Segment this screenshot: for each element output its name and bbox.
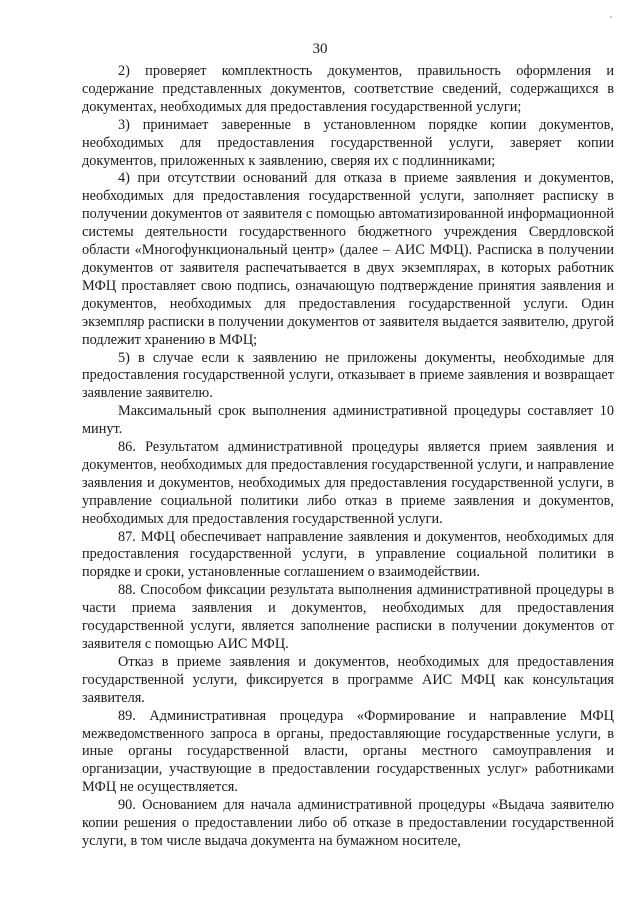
paragraph-87: 87. МФЦ обеспечивает направление заявления и документов, необходимых для предоставления государственной услуги, в управление социальной политики в порядке и сроки, установленные соглашением о взаимодействии. bbox=[82, 528, 614, 581]
paragraph-item-5: 5) в случае если к заявлению не приложены документы, необходимые для предоставления государственной услуги, отказывает в приеме заявления и возвращает заявление заявителю. bbox=[82, 349, 614, 402]
paragraph-86: 86. Результатом административной процедуры является прием заявления и документов, необходимых для предоставления государственной услуги, и направление заявления и документов, необходимых для предоставления государственной услуги, в управление социальной политики либо отказ в приеме заявления и документов, необходимых для предоставления государственной услуги. bbox=[82, 439, 614, 527]
paragraph-refusal: Отказ в приеме заявления и документов, необходимых для предоставления государственной услуги, фиксируется в программе АИС МФЦ как консультация заявителя. bbox=[82, 653, 614, 706]
paragraph-max-time: Максимальный срок выполнения административной процедуры составляет 10 минут. bbox=[82, 403, 614, 438]
document-body bbox=[82, 63, 614, 851]
paragraph-item-2: 2) проверяет комплектность документов, правильность оформления и содержание представленных документов, соответствие сведений, содержащихся в документах, необходимых для предоставления государственной услуги; bbox=[82, 63, 614, 115]
paragraph-item-3: 3) принимает заверенные в установленном порядке копии документов, необходимых для предоставления государственной услуги, заверяет копии документов, приложенных к заявлению, сверяя их с подлинниками; bbox=[82, 116, 614, 169]
page-number: 30 bbox=[312, 41, 328, 57]
paragraph-90: 90. Основанием для начала административной процедуры «Выдача заявителю копии решения о предоставлении либо об отказе в предоставлении государственной услуги, в том числе выдача документа на бумажном носителе, bbox=[82, 797, 614, 849]
paragraph-88: 88. Способом фиксации результата выполнения административной процедуры в части приема заявления и документов, необходимых для предоставления государственной услуги, является заполнение расписки в получении документов от заявителя с помощью АИС МФЦ. bbox=[82, 582, 614, 652]
scan-speck bbox=[610, 16, 612, 18]
paragraph-item-4: 4) при отсутствии оснований для отказа в приеме заявления и документов, необходимых для предоставления государственной услуги, заполняет расписку в получении документов от заявителя с помощью автоматизированной информационной системы деятельности государственного бюджетного учреждения Свердловской области «Многофункциональный центр» (далее – АИС МФЦ). Расписка в получении документов от заявителя распечатывается в двух экземплярах, в которых работник МФЦ проставляет свою подпись, означающую подтверждение принятия заявления и документов, необходимых для предоставления государственной услуги. Один экземпляр расписки в получении документов от заявителя выдается заявителю, другой подлежит хранению в МФЦ; bbox=[82, 170, 614, 348]
paragraph-89: 89. Административная процедура «Формирование и направление МФЦ межведомственного запроса в органы, предоставляющие государственные услуги, в иные органы государственной власти, органы местного самоуправления и организации, участвующие в предоставлении государственных услуг» работниками МФЦ не осуществляется. bbox=[82, 707, 614, 796]
